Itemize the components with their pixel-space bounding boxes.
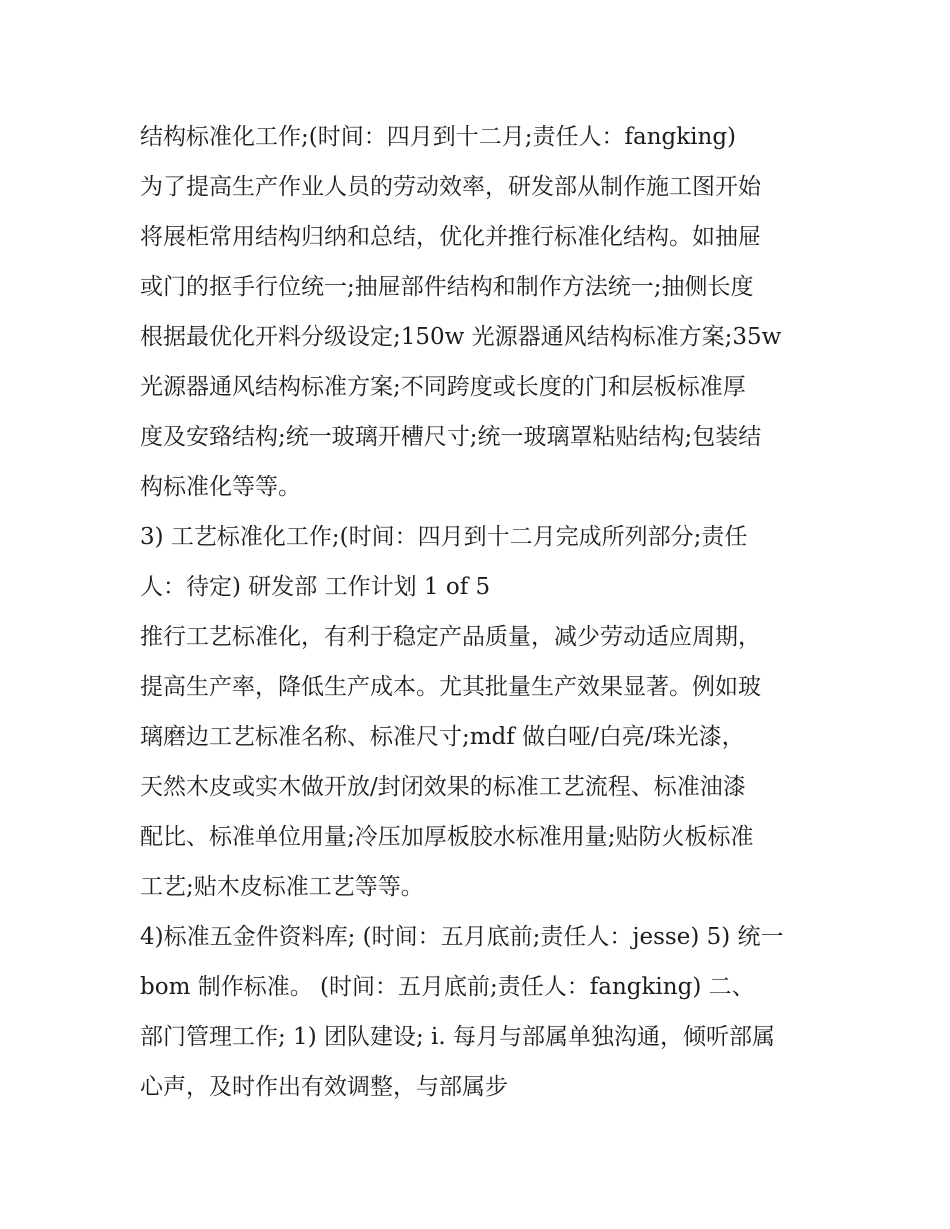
text-line: 配比、标准单位用量;冷压加厚板胶水标准用量;贴防火板标准: [140, 824, 754, 850]
text-line: 或门的抠手行位统一;抽屉部件结构和制作方法统一;抽侧长度: [140, 274, 754, 300]
text-line: 为了提高生产作业人员的劳动效率，研发部从制作施工图开始: [140, 174, 761, 200]
text-line: 度及安臵结构;统一玻璃开槽尺寸;统一玻璃罩粘贴结构;包装结: [140, 424, 762, 450]
text-line: 将展柜常用结构归纳和总结，优化并推行标准化结构。如抽屉: [140, 224, 761, 250]
text-line: 构标准化等等。: [140, 474, 301, 500]
text-line: bom 制作标准。 (时间：五月底前;责任人：fangking) 二、: [140, 974, 755, 1000]
text-line: 3) 工艺标准化工作;(时间：四月到十二月完成所列部分;责任: [140, 524, 748, 550]
text-line: 结构标准化工作;(时间：四月到十二月;责任人：fangking): [140, 124, 737, 150]
text-line: 天然木皮或实木做开放/封闭效果的标准工艺流程、标准油漆: [140, 774, 746, 800]
text-line: 心声，及时作出有效调整，与部属步: [140, 1074, 508, 1100]
text-line: 提高生产率，降低生产成本。尤其批量生产效果显著。例如玻: [140, 674, 761, 700]
text-line: 工艺;贴木皮标准工艺等等。: [140, 874, 424, 900]
document-body: [140, 112, 830, 1112]
text-line: 人：待定) 研发部 工作计划 1 of 5: [140, 574, 491, 600]
text-line: 推行工艺标准化，有利于稳定产品质量，减少劳动适应周期，: [140, 624, 761, 650]
text-line: 部门管理工作; 1) 团队建设; i. 每月与部属单独沟通，倾听部属: [140, 1024, 776, 1050]
text-line: 璃磨边工艺标准名称、标准尺寸;mdf 做白哑/白亮/珠光漆，: [140, 724, 745, 750]
text-line: 4)标准五金件资料库; (时间：五月底前;责任人：jesse) 5) 统一: [140, 924, 784, 950]
text-line: 根据最优化开料分级设定;150w 光源器通风结构标准方案;35w: [140, 324, 782, 350]
text-line: 光源器通风结构标准方案;不同跨度或长度的门和层板标准厚: [140, 374, 746, 400]
